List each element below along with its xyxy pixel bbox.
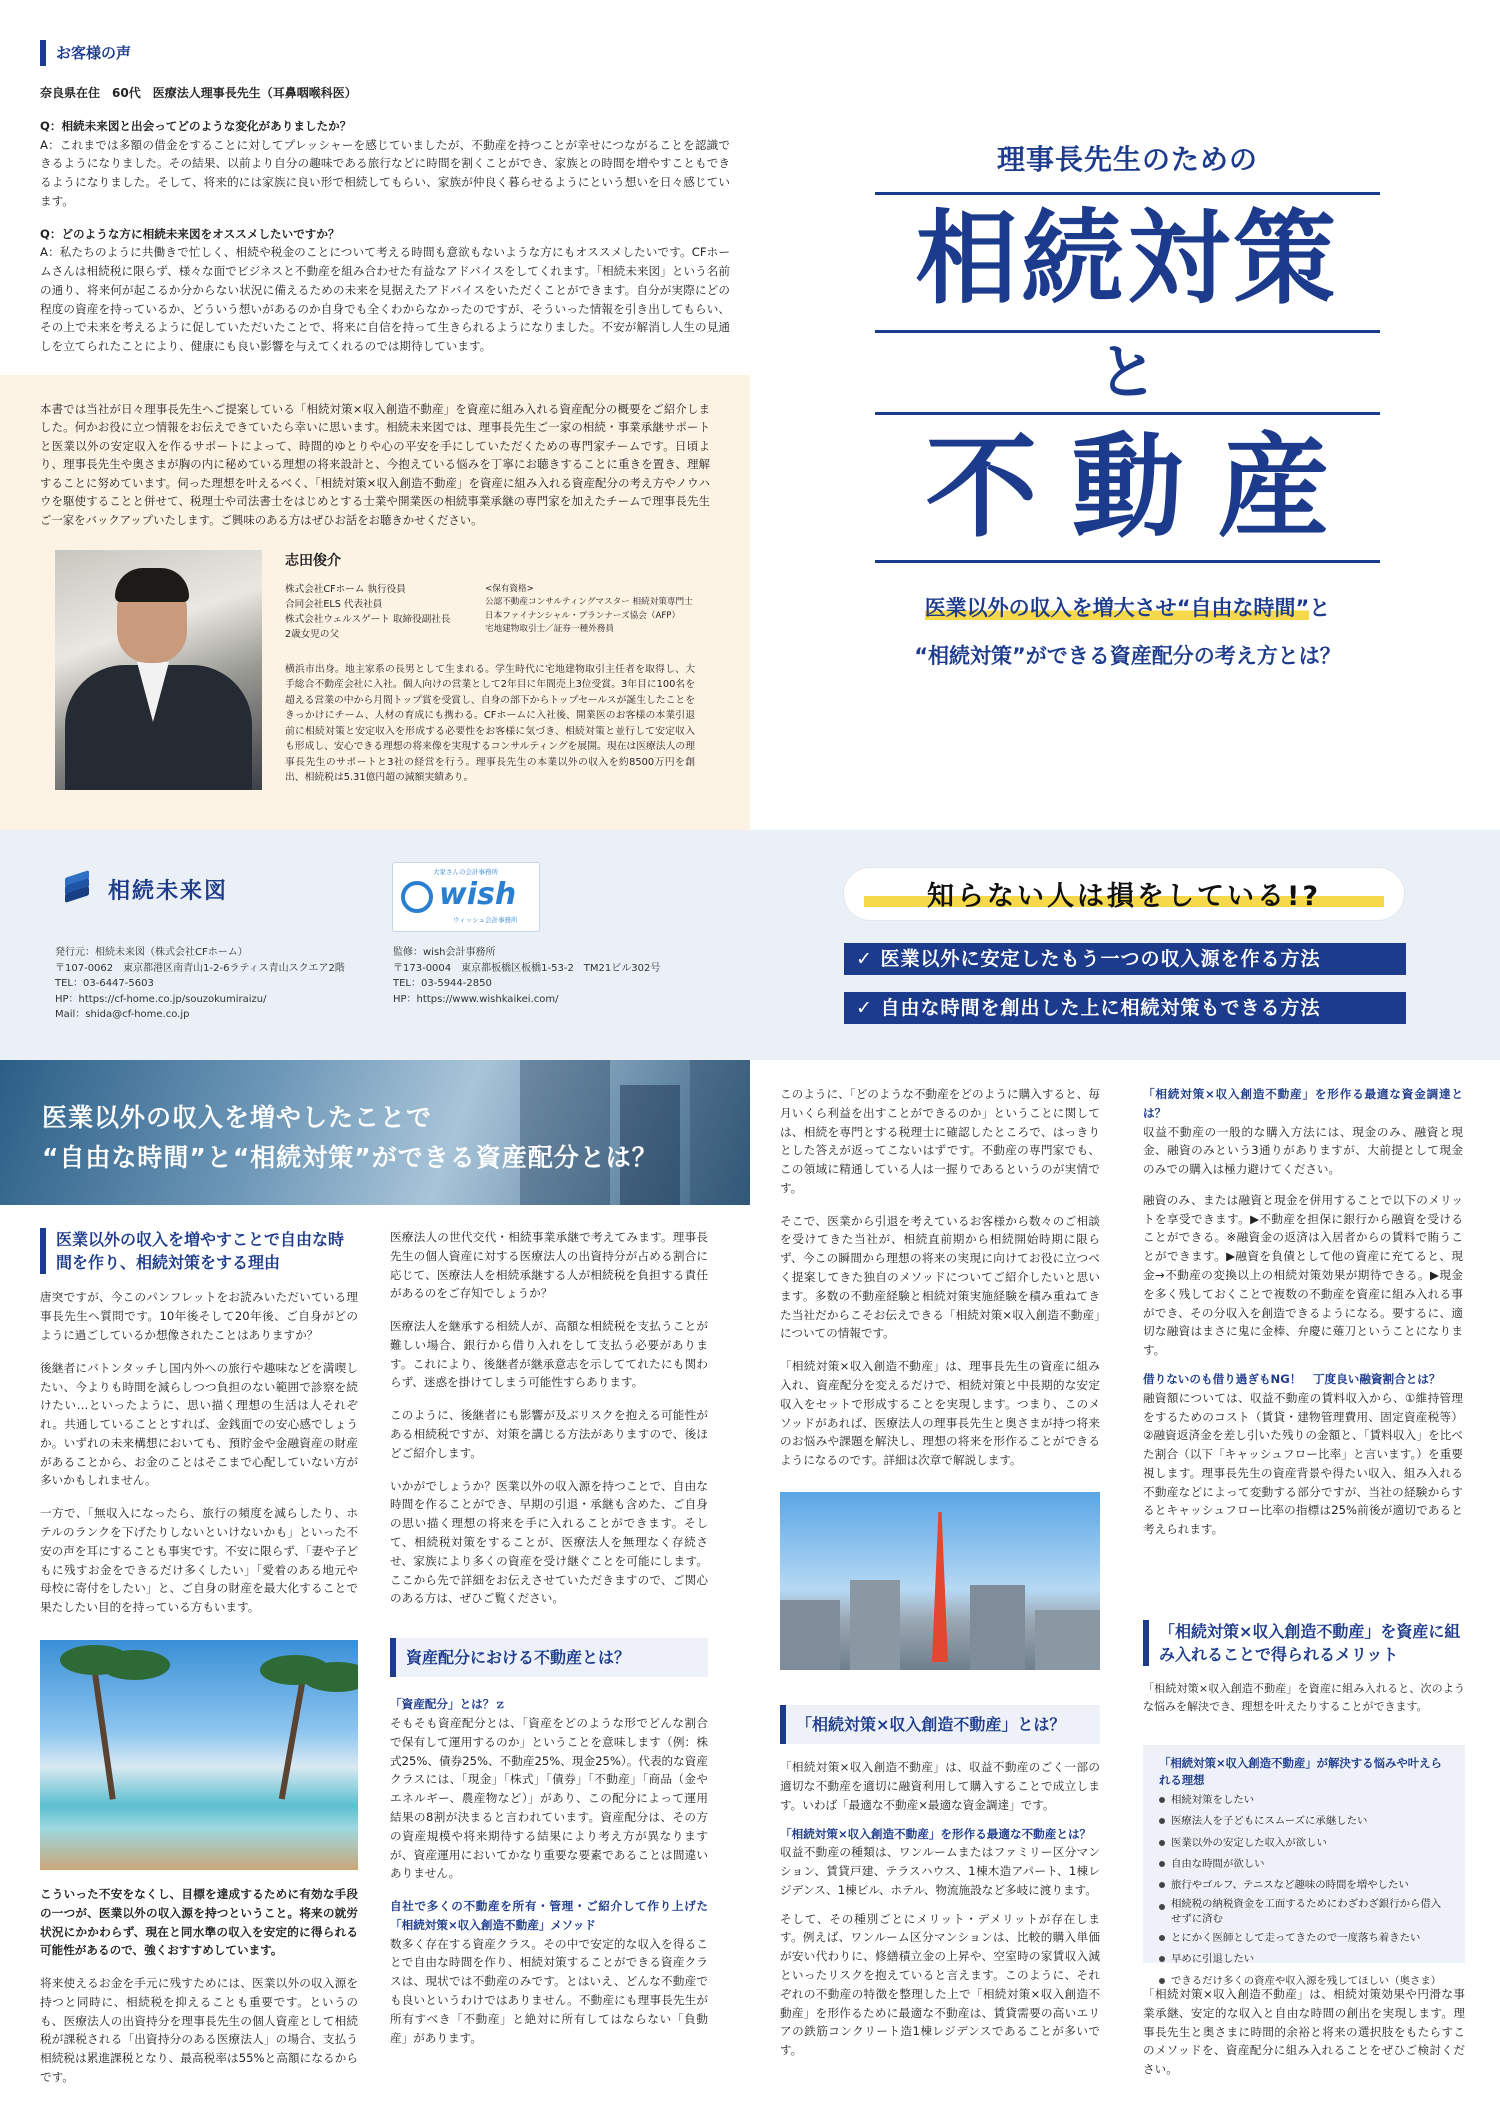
checklist-title: 「相続対策×収入創造不動産」が解決する悩みや叶えられる理想	[1159, 1756, 1442, 1787]
consultant-name: 志田俊介	[285, 553, 341, 569]
banner-line-1: 医業以外の収入を増やしたことで	[42, 1103, 433, 1132]
paragraph: 融資額については、収益不動産の賃料収入から、①維持管理をするためのコスト（賃貸・建物管理費用、固定資産税等）②融資返済金を差し引いた残りの金額と、「賃料収入」を比べた割合（以下「キャッシュフロー比率」と言います。）を重要視します。理事長先生の資産背景や得たい収入、組み入れる不動産などによって変動する部分ですが、当社の経験からするとキャッシュフロー比率の指標は25%前後が適切であると考えられます。	[1143, 1390, 1463, 1537]
paragraph: 融資のみ、または融資と現金を併用することで以下のメリットを享受できます。▶不動産を担保に銀行から融資を受けることができる。※融資金の返済は入居者からの賃料で賄うことができます。▶融資を負債として他の資産に充てると、現金→不動産の変換以上の相続対策効果が期待できる。▶現金を多く残しておくことで複数の不動産を資産に組み入れる事ができ、その分収入を創造できるようになる。要するに、適切な融資はまさに鬼に金棒、弁慶に薙刀ということになります。	[1143, 1192, 1463, 1358]
question-2: Q：どのような方に相続未来図をオススメしたいですか？	[40, 226, 340, 241]
publisher-tel: TEL：03-6447-5603	[55, 978, 154, 989]
paragraph: 医療法人を継承する相続人が、高額な相続税を支払うことが難しい場合、銀行から借り入れをして支払う必要があります。これにより、後継者が継承意志を示しててれたにも関わらず、迷惑を掛けてしまう可能性すらあります。	[390, 1319, 708, 1390]
paragraph: そこで、医業から引退を考えているお客様から数々のご相談を受けてきた当社が、相続直前期から相続開始時期に限らず、今この瞬間から理想の将来の実現に向けてお役に立つべく提案してきた独自のメソッドについてご紹介したいと思います。多数の不動産経験と相続対策実施経験を積み重ねてきた当社だからこそお伝えできる「相続対策×収入創造不動産」についての情報です。	[780, 1213, 1100, 1341]
paragraph: 唐突ですが、今このパンフレットをお読みいただいている理事長先生へ質問です。10年後そして20年後、ご自身がどのように過ごしているか想像されたことはありますか？	[40, 1290, 358, 1342]
column-d	[1143, 1085, 1463, 1539]
consultant-photo	[55, 550, 262, 790]
answer-2: A：私たちのように共働きで忙しく、相続や税金のことについて考える時間も意欲もないような方にもオススメしたいです。CFホームさんは相続税に限らず、様々な面でビジネスと不動産を組み合わせた有益なアドバイスをしてくれます。「相続未来図」という名前の通り、将来何が起こるか分からない状況に備えるための未来を見据えたアドバイスをいただくことができます。自分が実際にどの程度の資産を持っているか、どういう想いがあるのか自身でも全くわからなかったのですが、そういった情報を引き出してもらい、その上で未来を考えるように促していただいたことで、将来に自信を持って生きられるようになりました。不安が解消し人生の見通しを立てられたことにより、健康にも良い影響を与えてくれるのでは期待しています。	[40, 245, 730, 354]
merit-conclusion	[1143, 1985, 1465, 2079]
paragraph: このように、後継者にも影響が及ぶリスクを抱える可能性がある相続税ですが、対策を講じる方法がありますので、後ほどご紹介します。	[390, 1408, 708, 1460]
qualification-line: 日本ファイナンシャル・プランナーズ協会（AFP）	[485, 610, 681, 621]
divider	[875, 330, 1380, 333]
caption-highlight: 医業以外の収入を増大させ	[924, 596, 1177, 620]
qualification-line: 宅地建物取引士／証券一種外務員	[485, 623, 614, 634]
banner-line-2: “自由な時間”と“相続対策”ができる資産配分とは？	[42, 1143, 658, 1172]
paragraph: いかがでしょうか？医業以外の収入源を持つことで、自由な時間を作ることができ、早期の引退・承継も含めた、ご自身の思い描く理想の将来を手に入れることができます。そして、相続税対策をすることが、医療法人を無理なく存続させ、家族により多くの資産を受け継ぐことを可能にします。ここから先で詳細をお伝えさせていただきますので、ご関心のある方は、ぜひご覧ください。	[390, 1478, 708, 1606]
promo-point-2: ✓ 自由な時間を創出した上に相続対策もできる方法	[844, 992, 1406, 1024]
consultant-qualifications	[485, 583, 725, 636]
wish-logo-sub: ウィッシュ会計事務所	[453, 916, 518, 924]
customer-voice-heading: お客様の声	[40, 40, 730, 66]
wish-logo-main: wish	[439, 877, 517, 912]
paragraph: そして、その種別ごとにメリット・デメリットが存在します。例えば、ワンルーム区分マンションは、比較的購入単価が安い代わりに、修繕積立金の上昇や、空室時の家賃収入減といったリスクを抱えていると言えます。このように、それぞれの不動産の特徴を整理した上で「相続対策×収入創造不動産」を形作るために最適な不動産は、賃貸需要の高いエリアの鉄筋コンクリート造1棟レジデンスであることが多いです。	[780, 1911, 1100, 2058]
paragraph: 医療法人の世代交代・相続事業承継で考えてみます。理事長先生の個人資産に対する医療法人の出資持分が占める割合に応じて、医療法人を相続承継する人が相続税を負担する責任があるのをご存知でしょうか？	[390, 1230, 708, 1301]
wish-ring-icon	[401, 881, 433, 913]
subheading: 自社で多くの不動産を所有・管理・ご紹介して作り上げた「相続対策×収入創造不動産」メソッド	[390, 1899, 708, 1932]
checklist-item: 自由な時間が欲しい	[1159, 1854, 1449, 1875]
question-1: Q：相続未来図と出会ってどのような変化がありましたか？	[40, 119, 352, 133]
section-heading-merit: 「相続対策×収入創造不動産」を資産に組み入れることで得られるメリット	[1143, 1620, 1465, 1666]
paragraph: 「相続対策×収入創造不動産」は、相続対策効果や円滑な事業承継、安定的な収入と自由な時間の創出を実現します。理事長先生と奥さまに時間的余裕と将来の選択肢をもたらすこのメソッドを、資産配分に組み入れることをぜひご検討ください。	[1143, 1987, 1465, 2077]
supervisor-tel: TEL：03-5944-2850	[393, 978, 492, 989]
publisher-mail[interactable]: Mail：shida@cf-home.co.jp	[55, 1009, 190, 1020]
subheading: 借りないのも借り過ぎもNG！ 丁度良い融資割合とは？	[1143, 1371, 1441, 1386]
section-heading-method: 「相続対策×収入創造不動産」とは？	[780, 1705, 1100, 1744]
resort-photo	[40, 1640, 358, 1870]
checklist-item: できるだけ多くの資産や収入源を残してほしい（奥さま）	[1159, 1971, 1449, 1992]
customer-voice-section	[40, 40, 730, 380]
cover-title-main-1: 相続対策	[915, 200, 1340, 319]
intro-text: 本書では当社が日々理事長先生へご提案している「相続対策×収入創造不動産」を資産に組み入れる資産配分の概要をご紹介しました。何かお役に立つ情報をお伝えできていたら幸いに思います。相続未来図では、理事長先生ご一家の相続・事業承継サポートと医業以外の安定収入を作るサポートによって、時間的ゆとりや心の平安を手にしていただくための専門家チームです。日頃より、理事長先生や奥さまが胸の内に秘めている理想の将来設計と、今抱えている悩みを丁寧にお聴きすることに重きを置き、理解することに努めています。伺った理想を叶えるべく、「相続対策×収入創造不動産」を資産に組み入れる資産配分の考え方やノウハウを駆使することと併せて、税理士や司法書士をはじめとする士業や開業医の相続事業承継の専門家を加えたチームで理事長先生ご一家をバックアップいたします。ご興味のある方はぜひお話をお聴きかせください。	[40, 402, 710, 527]
column-a	[40, 1228, 358, 1617]
checklist-item: とにかく医師として走ってきたので一度落ち着きたい	[1159, 1928, 1449, 1949]
role-line: 株式会社ウェルスゲート 取締役副社長	[285, 613, 451, 625]
promo-headline-box	[844, 868, 1404, 920]
section-heading-asset-allocation: 資産配分における不動産とは？	[390, 1638, 708, 1677]
cover-title-and: と	[1097, 338, 1158, 408]
wish-logo-top: 大家さんの会計事務所	[433, 868, 498, 876]
column-b	[390, 1228, 708, 2047]
paragraph: 後継者にバトンタッチし国内外への旅行や趣味などを満喫したい、今よりも時間を減らしつつ負担のない範囲で診察を続けたい…といったように、思い描く理想の生活は人それぞれ。共通していることとすれば、金銭面での安心感でしょうか。いずれの未来構想においても、預貯金や金融資産の財産があることから、お金のことはそこまで心配していない方が多いかもしれません。	[40, 1360, 358, 1488]
column-c	[780, 1085, 1100, 1470]
paragraph: 「相続対策×収入創造不動産」を資産に組み入れると、次のような悩みを解決でき、理想を叶えたりすることができます。	[1143, 1682, 1465, 1714]
checklist-item: 早めに引退したい	[1159, 1949, 1449, 1970]
paragraph: そもそも資産配分とは、「資産をどのような形でどんな割合で保有して運用するのか」ということを意味します（例：株式25%、債券25%、不動産25%、現金25%）。代表的な資産クラスには、「現金」「株式」「債券」「不動産」「商品（金やエネルギー、農産物など）」があり、この配分によって運用結果の8割が決まると言われています。資産配分は、その方の資産規模や将来期待する結果により考え方が異なりますが、資産運用においてかなり重要な要素であることは間違いありません。	[390, 1716, 708, 1881]
paragraph: 数多く存在する資産クラス。その中で安定的な収入を得ることで自由な時間を作り、相続対策することができる資産クラスは、現状では不動産のみです。とはいえ、どんな不動産でも良いというわけではありません。不動産にも理事長先生が所有すべき「不動産」と絶対に所有してはならない「負動産」があります。	[390, 1936, 708, 2045]
merit-section	[1143, 1620, 1465, 1716]
column-a-continued	[40, 1885, 358, 2087]
supervisor-line: 監修：wish会計事務所	[393, 947, 496, 958]
cover-subtitle: 理事長先生のための	[996, 143, 1258, 176]
cover-caption-2: “相続対策”ができる資産配分の考え方とは？	[914, 644, 1341, 668]
checklist-item: 相続税の納税資金を工面するためにわざわざ銀行から借入せずに済む	[1159, 1897, 1449, 1928]
qualification-title: <保有資格>	[485, 584, 534, 594]
layers-icon	[62, 872, 92, 902]
answer-1: A：これまでは多額の借金をすることに対してプレッシャーを感じていましたが、不動産を持つことが幸せにつながることを認識できるようになりました。その結果、以前より自分の趣味である旅行などに時間を割くことができ、家族との時間を増やすこともできるようになりました。そして、将来的には家族に良い形で相続してもらい、家族が仲良く暮らせるようにという想いを日々感じています。	[40, 137, 730, 208]
divider	[875, 412, 1380, 415]
publisher-line: 発行元：相続未来図（株式会社CFホーム）	[55, 947, 248, 958]
publisher-info	[55, 945, 355, 1023]
promo-headline: 知らない人は損をしている!?	[927, 881, 1321, 912]
publisher-url[interactable]: HP：https://cf-home.co.jp/souzokumiraizu/	[55, 993, 267, 1005]
paragraph: 「相続対策×収入創造不動産」は、理事長先生の資産に組み入れ、資産配分を変えるだけで、相続対策と中長期的な安定収入をセットで形成することを実現します。つまり、このメソッドがあれば、医療法人の理事長先生と奥さまが持つ将来のお悩みや課題を解決し、理想の将来を形作ることができるようになるのです。詳細は次章で解説します。	[780, 1359, 1100, 1468]
cover-title-main-2: 不動産	[925, 423, 1364, 553]
paragraph: 収益不動産の種類は、ワンルームまたはファミリー区分マンション、賃貸戸建、テラスハウス、1棟木造アパート、1棟レジデンス、1棟ビル、ホテル、物流施設など多岐に渡ります。	[780, 1845, 1100, 1897]
tokyo-tower-photo	[780, 1492, 1100, 1670]
paragraph: 「相続対策×収入創造不動産」は、収益不動産のごく一部の適切な不動産を適切に融資利用して購入することで成立します。いわば「最適な不動産×最適な資金調達」です。	[780, 1760, 1100, 1812]
paragraph: こういった不安をなくし、目標を達成するために有効な手段の一つが、医業以外の収入源を持つということ。将来の就労状況にかかわらず、現在と同水準の収入を安定的に得られる可能性があるので、強くおすすめしています。	[40, 1887, 358, 1958]
merit-checklist-box	[1143, 1745, 1465, 1987]
cover-title-panel	[755, 0, 1500, 830]
subheading: 「相続対策×収入創造不動産」を形作る最適な資金調達とは？	[1143, 1087, 1463, 1120]
checklist-item: 旅行やゴルフ、テニスなど趣味の時間を増やしたい	[1159, 1875, 1449, 1896]
column-c-continued	[780, 1705, 1100, 2060]
subheading: 「相続対策×収入創造不動産」を形作る最適な不動産とは？	[780, 1826, 1092, 1841]
role-line: 株式会社CFホーム 執行役員	[285, 584, 406, 595]
paragraph: 一方で、「無収入になったら、旅行の頻度を減らしたり、ホテルのランクを下げたりしないといけないかも」といった不安の声を耳にすることも事実です。不安に限らず、「妻や子どもに残すお金をできるだけ多くしたい」「愛着のある地元や母校に寄付をしたい」と、ご自身の財産を最大化することで果たしたい目的を持っている方もいます。	[40, 1506, 358, 1615]
supervisor-info	[393, 945, 713, 1007]
role-line: 合同会社ELS 代表社員	[285, 598, 383, 610]
paragraph: このように、「どのような不動産をどのように購入すると、毎月いくら利益を出すことができるのか」ということに関しては、相続を専門とする税理士に確認したところで、はっきりとした答えが返ってこないはずです。不動産の専門家でも、この領域に精通している人は一握りであるというのが実情です。	[780, 1087, 1100, 1195]
caption-highlight-free-time: “自由な時間”	[1176, 596, 1310, 620]
role-line: 2歳女児の父	[285, 628, 340, 640]
promo-point-1: ✓ 医業以外に安定したもう一つの収入源を作る方法	[844, 943, 1406, 975]
wish-logo	[392, 862, 540, 932]
divider	[875, 560, 1380, 563]
divider	[875, 192, 1380, 195]
supervisor-address: 〒173-0004 東京都板橋区板橋1-53-2 TM21ビル302号	[393, 962, 661, 974]
customer-profile: 奈良県在住 60代 医療法人理事長先生（耳鼻咽喉科医）	[40, 86, 357, 100]
paragraph: 収益不動産の一般的な購入方法には、現金のみ、融資と現金、融資のみという3通りがありますが、大前提として現金のみでの購入は極力避けてください。	[1143, 1124, 1463, 1177]
publisher-logo-text: 相続未来図	[108, 879, 229, 904]
checklist-item: 医療法人を子どもにスムーズに承継したい	[1159, 1811, 1449, 1832]
subheading: 「資産配分」とは？ｚ	[390, 1697, 506, 1712]
consultant-bio: 横浜市出身。地主家系の長男として生まれる。学生時代に宅地建物取引主任者を取得し、大手総合不動産会社に入社。個人向けの営業として2年目に年間売上3位受賞。3年目に100名を超える営業の中から月間トップ賞を受賞し、自身の部下からトップセールスが誕生したことをきっかけにチーム、人材の育成にも携わる。CFホームに入社後、開業医のお客様の本業引退前に相続対策と安定収入を形成する必要性をお客様に気づき、相続対策と並行して安定収入も形成し、安心できる理想の将来像を実現するコンサルティングを展開。現在は医療法人の理事長先生のサポートと3社の経営を行う。理事長先生の本業以外の収入を約8500万円を創出、相続税は5.31億円超の減額実績あり。	[285, 664, 695, 784]
supervisor-url[interactable]: HP：https://www.wishkaikei.com/	[393, 993, 559, 1005]
publisher-address: 〒107-0062 東京都港区南青山1-2-6ラティス青山スクエア2階	[55, 962, 345, 974]
consultant-roles	[285, 583, 465, 642]
qualification-line: 公認不動産コンサルティングマスター 相続対策専門士	[485, 597, 693, 608]
section-heading-reason: 医業以外の収入を増やすことで自由な時間を作り、相続対策をする理由	[40, 1228, 358, 1274]
paragraph: 将来使えるお金を手元に残すためには、医業以外の収入源を持つと同時に、相続税を抑えることも重要です。というのも、医療法人の出資持分を理事長先生の個人資産として相続税が課税される「出資持分のある医療法人」の場合、支払う相続税は累進課税となり、最高税率は55%と高額になるからです。	[40, 1976, 358, 2085]
checklist-item: 医業以外の安定した収入が欲しい	[1159, 1833, 1449, 1854]
checklist-item: 相続対策をしたい	[1159, 1790, 1449, 1811]
caption-connector: と	[1309, 596, 1331, 620]
cover-caption-1	[755, 592, 1500, 622]
